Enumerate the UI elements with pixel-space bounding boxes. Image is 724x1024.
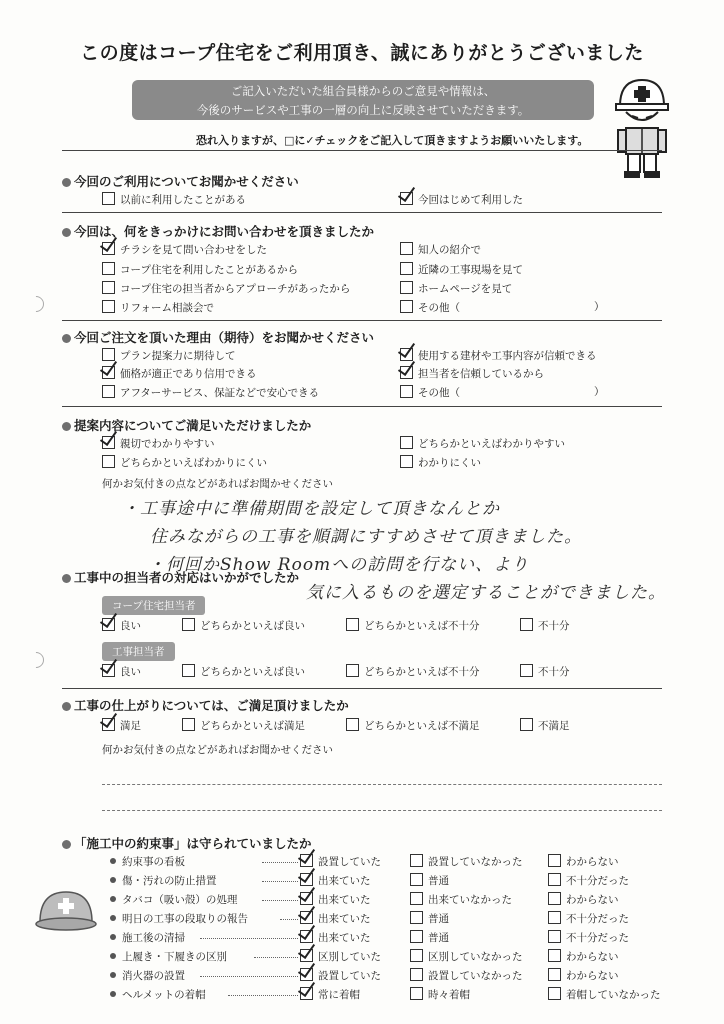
- checkbox[interactable]: [400, 262, 413, 275]
- handwritten-comment-2: 住みながらの工事を順調にすすめさせて頂きました。: [150, 527, 583, 547]
- option-label: どちらかといえば不満足: [364, 720, 480, 732]
- promise-row-label: 消火器の設置: [110, 968, 185, 983]
- q2-option-1[interactable]: [400, 242, 481, 257]
- promise-row-5-option-1[interactable]: 区別していなかった: [410, 949, 523, 964]
- promise-row-2-option-2[interactable]: わからない: [548, 892, 619, 907]
- q1-option-0[interactable]: [102, 192, 246, 207]
- q4-heading: [62, 416, 311, 434]
- promise-row-1-option-0[interactable]: 出来ていた: [300, 873, 371, 888]
- instruction-note: 恐れ入りますが、□に✓チェックをご記入して頂きますようお願いいたします。: [196, 134, 589, 147]
- q2-option-0[interactable]: [102, 242, 267, 257]
- q5-group-2-label: 工事担当者: [102, 642, 175, 661]
- q5-g1-option-1[interactable]: [182, 618, 305, 633]
- checkbox[interactable]: [400, 455, 413, 468]
- q3-option-3[interactable]: [400, 366, 544, 381]
- checkbox[interactable]: [548, 987, 561, 1000]
- q4-option-3[interactable]: [400, 455, 481, 470]
- q1-heading: [62, 172, 299, 190]
- checkbox[interactable]: [346, 664, 359, 677]
- promise-row-label: 約束事の看板: [110, 854, 185, 869]
- option-label: 価格が適正であり信用できる: [120, 368, 257, 380]
- checkbox[interactable]: [548, 854, 561, 867]
- dotted-leader: [280, 919, 298, 920]
- q6-option-0[interactable]: [102, 718, 141, 733]
- q3-option-2[interactable]: [102, 366, 257, 381]
- promise-row-2-option-0[interactable]: 出来ていた: [300, 892, 371, 907]
- promise-row-7-option-0[interactable]: 常に着帽: [300, 987, 360, 1002]
- q5-heading: [62, 568, 299, 586]
- checkbox[interactable]: [346, 718, 359, 731]
- option-label: コープ住宅を利用したことがあるから: [120, 264, 298, 276]
- bullet-icon: [110, 972, 116, 978]
- page-title: この度はコープ住宅をご利用頂き、誠にありがとうございました: [80, 42, 644, 64]
- q5-g2-option-0[interactable]: [102, 664, 141, 679]
- promise-row-0-option-1[interactable]: 設置していなかった: [410, 854, 523, 869]
- checkbox[interactable]: [102, 455, 115, 468]
- promise-row-7-option-2[interactable]: 着帽していなかった: [548, 987, 661, 1002]
- checkbox[interactable]: [410, 949, 423, 962]
- checkbox[interactable]: [182, 718, 195, 731]
- bullet-icon: [110, 991, 116, 997]
- option-label: どちらかといえば不十分: [364, 620, 480, 632]
- checkbox-checked[interactable]: [102, 366, 115, 379]
- q3-option-4[interactable]: [102, 385, 319, 400]
- q4-title: 提案内容についてご満足いただけましたか: [74, 418, 312, 433]
- option-label: 不満足: [538, 720, 570, 732]
- checkbox[interactable]: [102, 385, 115, 398]
- checkbox[interactable]: [102, 300, 115, 313]
- option-label: アフターサービス、保証などで安心できる: [120, 387, 320, 399]
- promise-row-5-option-0[interactable]: 区別していた: [300, 949, 381, 964]
- checkbox-checked[interactable]: [102, 618, 115, 631]
- option-label: その他（: [418, 387, 460, 399]
- checkbox[interactable]: [400, 281, 413, 294]
- q7-title: 「施工中の約束事」は守られていましたか: [74, 836, 312, 851]
- q4-option-1[interactable]: [400, 436, 565, 451]
- q3-close-paren: ）: [594, 386, 605, 398]
- checkbox[interactable]: [182, 618, 195, 631]
- option-label: ホームページを見て: [418, 283, 513, 295]
- checkbox[interactable]: [400, 436, 413, 449]
- q6-option-3[interactable]: [520, 718, 570, 733]
- checkbox-checked[interactable]: [102, 242, 115, 255]
- checkbox-checked[interactable]: [102, 718, 115, 731]
- checkbox-checked[interactable]: [300, 987, 313, 1000]
- bullet-icon: [110, 896, 116, 902]
- option-label: わかりにくい: [418, 457, 481, 469]
- promise-row-5-option-2[interactable]: わからない: [548, 949, 619, 964]
- checkbox-checked[interactable]: [400, 366, 413, 379]
- bullet-icon: [62, 574, 71, 583]
- checkbox[interactable]: [346, 618, 359, 631]
- option-label: 良い: [120, 620, 141, 632]
- checkbox[interactable]: [400, 385, 413, 398]
- promise-row-label: 傷・汚れの防止措置: [110, 873, 217, 888]
- q2-title: 今回は、何をきっかけにお問い合わせを頂きましたか: [74, 224, 375, 239]
- divider: [62, 212, 662, 213]
- checkbox[interactable]: [410, 911, 423, 924]
- q3-title: 今回ご注文を頂いた理由（期待）をお聞かせください: [74, 330, 375, 345]
- q5-g2-option-3[interactable]: [520, 664, 570, 679]
- option-label: どちらかといえばわかりにくい: [120, 457, 267, 469]
- handwritten-comment-3: ・何回かShow Roomへの訪問を行ない、より: [148, 555, 530, 575]
- promise-row-label: タバコ（吸い殻）の処理: [110, 892, 237, 907]
- option-label: どちらかといえば満足: [200, 720, 305, 732]
- promise-row-3-option-0[interactable]: 出来ていた: [300, 911, 371, 926]
- comment-line[interactable]: [102, 810, 662, 811]
- q5-title: 工事中の担当者の対応はいかがでしたか: [74, 570, 300, 585]
- promise-row-1-option-2[interactable]: 不十分だった: [548, 873, 629, 888]
- dotted-leader: [262, 900, 298, 901]
- checkbox[interactable]: [548, 949, 561, 962]
- checkbox[interactable]: [520, 618, 533, 631]
- q7-heading: [62, 834, 312, 852]
- bullet-icon: [110, 915, 116, 921]
- dotted-leader: [254, 957, 298, 958]
- q4-option-2[interactable]: [102, 455, 267, 470]
- q3-heading: [62, 328, 374, 346]
- option-label: 不十分: [538, 666, 570, 678]
- option-label: チラシを見て問い合わせをした: [120, 244, 267, 256]
- option-label: 良い: [120, 666, 141, 678]
- promise-row-3-option-2[interactable]: 不十分だった: [548, 911, 629, 926]
- intro-banner: [132, 80, 594, 120]
- q5-group-1-label: コープ住宅担当者: [102, 596, 205, 615]
- dotted-leader: [200, 938, 298, 939]
- promise-row-4-option-0[interactable]: 出来ていた: [300, 930, 371, 945]
- option-label: 使用する建材や工事内容が信頼できる: [418, 350, 597, 362]
- q2-option-3[interactable]: [400, 262, 523, 277]
- promise-row-label: 施工後の清掃: [110, 930, 185, 945]
- q3-option-0[interactable]: [102, 348, 236, 363]
- helmet-icon: [34, 886, 98, 932]
- promise-row-label: 明日の工事の段取りの報告: [110, 911, 248, 926]
- q3-option-1[interactable]: [400, 348, 597, 363]
- bullet-icon: [62, 334, 71, 343]
- divider: [62, 320, 662, 321]
- q2-option-4[interactable]: [102, 281, 350, 296]
- bullet-icon: [62, 702, 71, 711]
- q6-title: 工事の仕上がりについては、ご満足頂けましたか: [74, 698, 349, 713]
- dotted-leader: [262, 881, 298, 882]
- promise-row-3-option-1[interactable]: 普通: [410, 911, 449, 926]
- punch-hole-mark: [25, 293, 48, 316]
- option-label: 不十分: [538, 620, 570, 632]
- q5-g2-option-2[interactable]: [346, 664, 480, 679]
- option-label: どちらかといえば良い: [200, 666, 305, 678]
- q6-option-2[interactable]: [346, 718, 480, 733]
- bullet-icon: [110, 858, 116, 864]
- q2-option-2[interactable]: [102, 262, 298, 277]
- checkbox[interactable]: [182, 664, 195, 677]
- q5-g1-option-3[interactable]: [520, 618, 570, 633]
- option-label: 近隣の工事現場を見て: [418, 264, 523, 276]
- checkbox[interactable]: [548, 892, 561, 905]
- checkbox[interactable]: [102, 262, 115, 275]
- promise-row-6-option-1[interactable]: 設置していなかった: [410, 968, 523, 983]
- checkbox[interactable]: [410, 987, 423, 1000]
- checkbox[interactable]: [102, 281, 115, 294]
- divider: [62, 406, 662, 407]
- divider: [62, 150, 662, 151]
- promise-row-2-option-1[interactable]: 出来ていなかった: [410, 892, 512, 907]
- q5-g1-option-0[interactable]: [102, 618, 141, 633]
- checkbox[interactable]: [410, 873, 423, 886]
- bullet-icon: [62, 422, 71, 431]
- handwritten-comment-4: 気に入るものを選定することができました。: [306, 583, 666, 603]
- option-label: その他（: [418, 302, 460, 314]
- q2-close-paren: ）: [594, 301, 605, 313]
- checkbox[interactable]: [410, 930, 423, 943]
- promise-row-1-option-1[interactable]: 普通: [410, 873, 449, 888]
- option-label: 満足: [120, 720, 141, 732]
- q2-option-5[interactable]: [400, 281, 512, 296]
- option-label: 以前に利用したことがある: [120, 194, 246, 206]
- bullet-icon: [110, 877, 116, 883]
- banner-line-1: ご記入いただいた組合員様からのご意見や情報は、: [230, 84, 496, 98]
- option-label: コープ住宅の担当者からアプローチがあったから: [120, 283, 351, 295]
- option-label: 担当者を信頼しているから: [418, 368, 544, 380]
- q3-option-5[interactable]: [400, 385, 460, 400]
- q2-option-6[interactable]: [102, 300, 214, 315]
- promise-row-label: ヘルメットの着帽: [110, 987, 206, 1002]
- checkbox[interactable]: [410, 892, 423, 905]
- checkbox-checked[interactable]: [102, 436, 115, 449]
- checkbox[interactable]: [410, 854, 423, 867]
- bullet-icon: [110, 934, 116, 940]
- bullet-icon: [62, 840, 71, 849]
- checkbox[interactable]: [400, 242, 413, 255]
- checkbox[interactable]: [520, 664, 533, 677]
- q6-option-1[interactable]: [182, 718, 305, 733]
- option-label: プラン提案力に期待して: [120, 350, 236, 362]
- punch-hole-mark: [25, 649, 48, 672]
- checkbox[interactable]: [548, 873, 561, 886]
- checkbox[interactable]: [102, 192, 115, 205]
- option-label: 知人の紹介で: [418, 244, 481, 256]
- option-label: 親切でわかりやすい: [120, 438, 215, 450]
- promise-row-label: 上履き・下履きの区別: [110, 949, 227, 964]
- q1-title: 今回のご利用についてお聞かせください: [74, 174, 299, 189]
- checkbox[interactable]: [548, 911, 561, 924]
- promise-row-4-option-2[interactable]: 不十分だった: [548, 930, 629, 945]
- comment-line[interactable]: [102, 784, 662, 785]
- checkbox[interactable]: [400, 300, 413, 313]
- promise-row-0-option-2[interactable]: わからない: [548, 854, 619, 869]
- checkbox[interactable]: [410, 968, 423, 981]
- q6-heading: [62, 696, 349, 714]
- checkbox-checked[interactable]: [400, 192, 413, 205]
- checkbox-checked[interactable]: [102, 664, 115, 677]
- promise-row-7-option-1[interactable]: 時々着帽: [410, 987, 470, 1002]
- q1-option-1[interactable]: [400, 192, 523, 207]
- checkbox[interactable]: [520, 718, 533, 731]
- banner-line-2: 今後のサービスや工事の一層の向上に反映させていただきます。: [196, 103, 530, 117]
- dotted-leader: [262, 862, 298, 863]
- promise-row-6-option-0[interactable]: 設置していた: [300, 968, 381, 983]
- option-label: どちらかといえばわかりやすい: [418, 438, 565, 450]
- option-label: 今回はじめて利用した: [418, 194, 523, 206]
- checkbox[interactable]: [548, 930, 561, 943]
- option-label: どちらかといえば不十分: [364, 666, 480, 678]
- q4-comment-prompt: 何かお気付きの点などがあればお聞かせください: [102, 478, 333, 490]
- q5-g2-option-1[interactable]: [182, 664, 305, 679]
- bullet-icon: [110, 953, 116, 959]
- promise-row-4-option-1[interactable]: 普通: [410, 930, 449, 945]
- dotted-leader: [200, 976, 298, 977]
- q5-g1-option-2[interactable]: [346, 618, 480, 633]
- promise-row-0-option-0[interactable]: 設置していた: [300, 854, 381, 869]
- checkbox[interactable]: [548, 968, 561, 981]
- q4-option-0[interactable]: [102, 436, 215, 451]
- option-label: リフォーム相談会で: [120, 302, 214, 314]
- option-label: どちらかといえば良い: [200, 620, 305, 632]
- q2-option-7[interactable]: [400, 300, 460, 315]
- promise-row-6-option-2[interactable]: わからない: [548, 968, 619, 983]
- handwritten-comment-1: ・工事途中に準備期間を設定して頂きなんとか: [122, 499, 500, 519]
- dotted-leader: [228, 995, 298, 996]
- bullet-icon: [62, 228, 71, 237]
- q6-comment-prompt: 何かお気付きの点などがあればお聞かせください: [102, 744, 333, 756]
- divider: [62, 688, 662, 689]
- helmet-worker-icon: [612, 74, 672, 182]
- bullet-icon: [62, 178, 71, 187]
